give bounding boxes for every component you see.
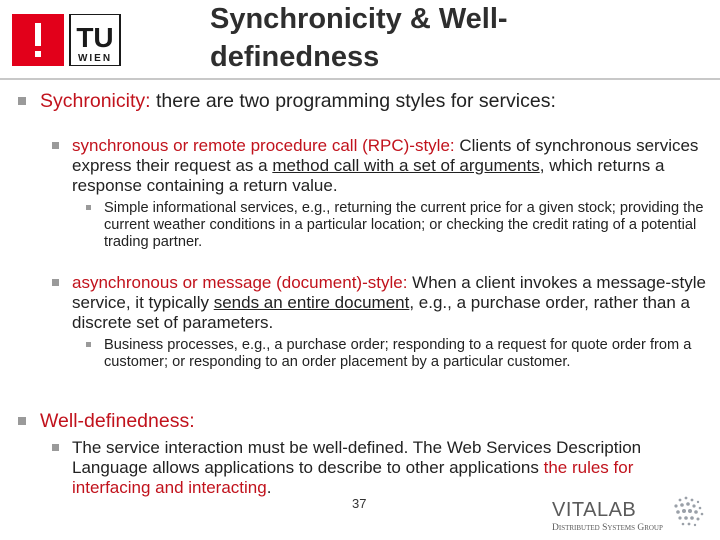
slide-title xyxy=(210,0,630,76)
bullet-square-icon xyxy=(52,279,59,286)
tu-wien-logo xyxy=(12,14,122,66)
bullet-well-definedness xyxy=(18,410,708,432)
bullet-square-icon xyxy=(86,342,91,347)
bullet-sychronicity xyxy=(18,90,708,112)
vitalab-logo xyxy=(552,494,712,534)
rpc-text-a: Clients of synchronous services express their request as a xyxy=(72,136,699,175)
title-line-1: Synchronicity & Well- xyxy=(210,3,508,35)
logo-sub: WIEN xyxy=(77,53,113,64)
sync-text: there are two programming styles for services: xyxy=(150,90,556,112)
bullet-rpc-example xyxy=(86,200,706,251)
bullet-async-example xyxy=(86,337,706,371)
well-heading: Well-definedness: xyxy=(40,410,195,432)
bullet-square-icon xyxy=(18,417,26,425)
bullet-square-icon xyxy=(86,205,91,210)
well-red-text: the rules for interfacing and interacting xyxy=(72,458,634,497)
bullet-square-icon xyxy=(52,444,59,451)
rpc-underlined: method call with a set of arguments xyxy=(272,156,540,175)
bullet-square-icon xyxy=(52,142,59,149)
page-number: 37 xyxy=(352,496,367,511)
bullet-square-icon xyxy=(18,97,26,105)
vitalab-name: VITALAB xyxy=(552,499,637,521)
dot-grid-icon xyxy=(674,497,703,527)
header-divider xyxy=(0,78,720,80)
bullet-rpc-style xyxy=(52,136,712,196)
sync-heading: Sychronicity: xyxy=(40,90,151,112)
async-text-b: , e.g., a purchase order, rather than a discrete set of parameters. xyxy=(72,293,691,332)
logo-letters: TU xyxy=(76,22,114,53)
async-example-text: Business processes, e.g., a purchase order; responding to a request for quote order from a customer; or responding to an order placement by a particular customer. xyxy=(104,337,692,370)
async-text-a: When a client invokes a message-style service, it typically xyxy=(72,273,707,312)
rpc-heading: synchronous or remote procedure call (RPC)-style: xyxy=(72,136,455,155)
well-text-b: . xyxy=(266,478,272,497)
vitalab-group: Distributed Systems Group xyxy=(552,523,663,533)
rpc-example-text: Simple informational services, e.g., returning the current price for a given stock; providing the current weather conditions in a particular location; or checking the credit rating of a potential trading partner. xyxy=(104,200,704,250)
rpc-text-b: , which returns a response containing a return value. xyxy=(72,156,665,195)
well-text-a: The service interaction must be well-defined. The Web Services Description Language allows applications to describe to other applications xyxy=(72,438,642,477)
bullet-async-style xyxy=(52,273,712,333)
async-heading: asynchronous or message (document)-style: xyxy=(72,273,408,292)
bullet-well-detail xyxy=(52,438,712,498)
async-underlined: sends an entire document xyxy=(213,293,410,312)
title-line-2: definedness xyxy=(210,41,380,73)
